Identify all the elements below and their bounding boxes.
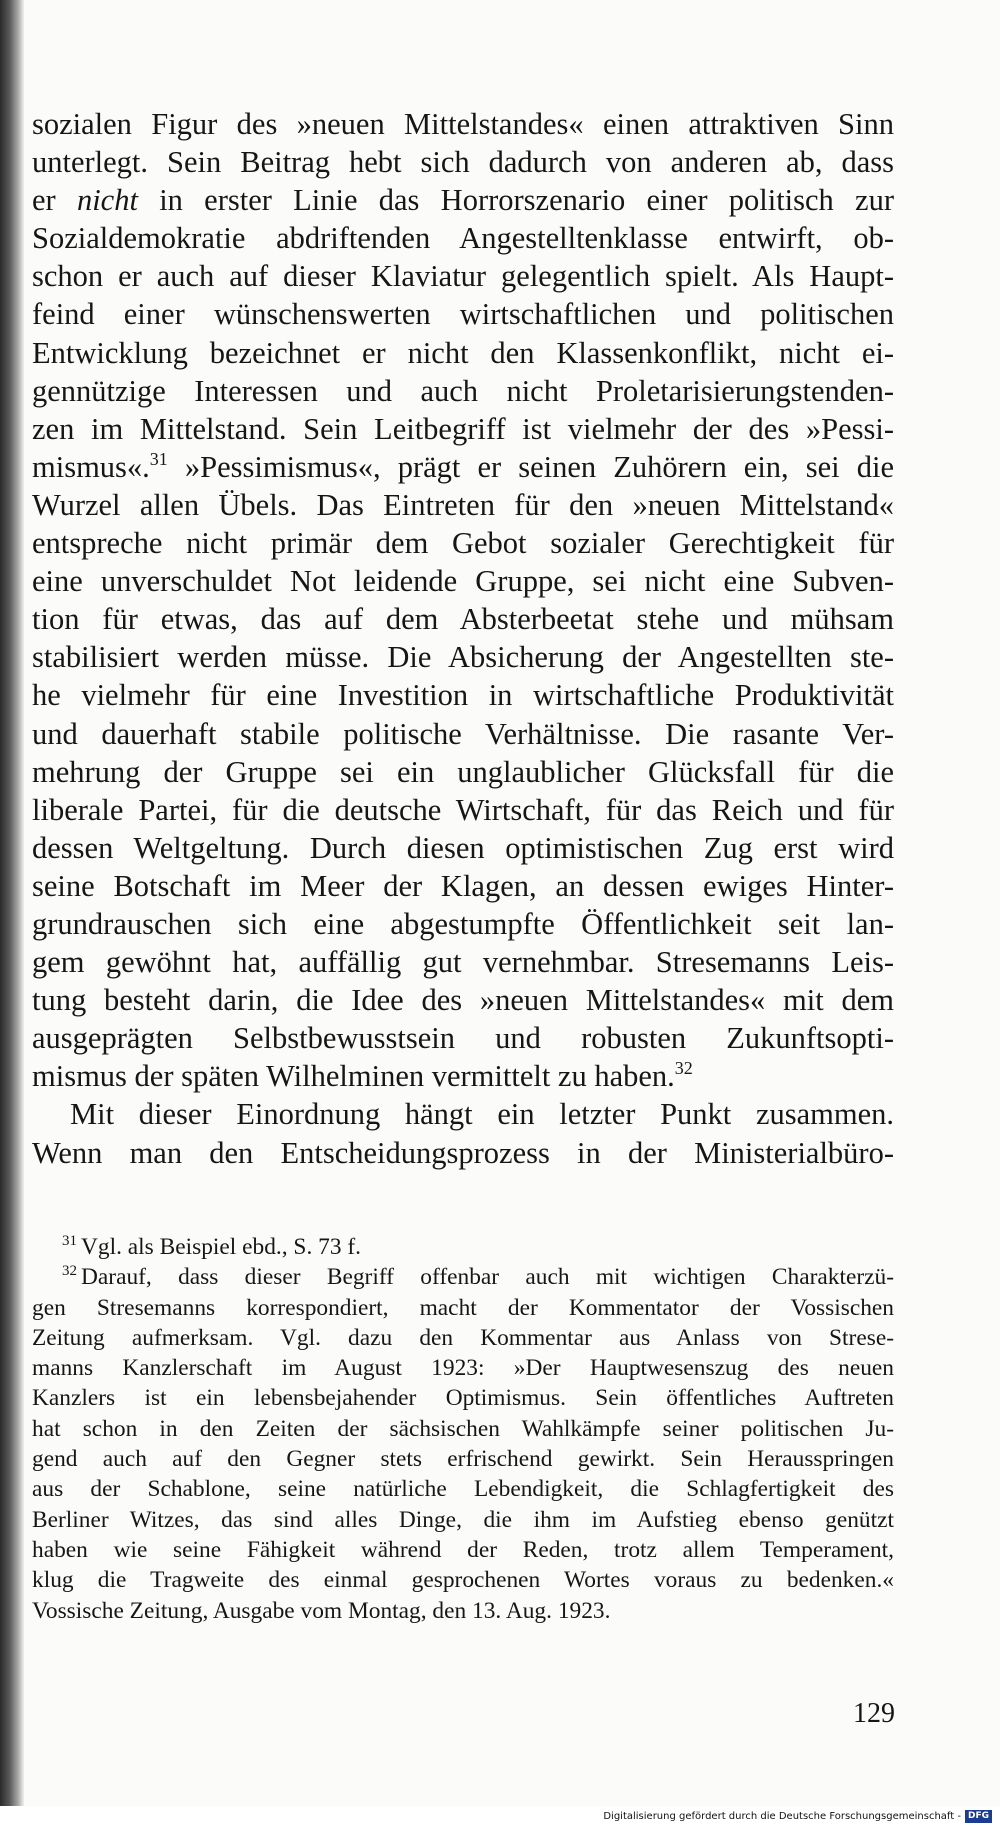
paragraph-1 [32, 105, 894, 1095]
text-fragment: mismus der späten Wilhelminen vermittelt zu haben. [32, 1059, 675, 1094]
footnote-line [32, 1262, 894, 1292]
text-fragment: »Pessimismus«, prägt er seinen Zuhörern ein, sei die [167, 449, 894, 484]
footnote-text: Vgl. als Beispiel ebd., S. 73 f. [81, 1234, 362, 1260]
footnote-line: manns Kanzlerschaft im August 1923: »Der Hauptwesenszug des neuen [32, 1355, 894, 1382]
footnote-ref-32[interactable]: 32 [674, 1058, 693, 1079]
paragraph-2 [32, 1095, 894, 1171]
text-line: dessen Weltgeltung. Durch diesen optimistischen Zug erst wird [32, 830, 894, 865]
text-line: Wenn man den Entscheidungsprozess in der Ministerialbüro- [32, 1135, 894, 1170]
text-line: schon er auch auf dieser Klaviatur gelegentlich spielt. Als Haupt- [32, 259, 894, 294]
dfg-footer [603, 1810, 992, 1823]
text-line: Entwicklung bezeichnet er nicht den Klassenkonflikt, nicht ei- [32, 335, 894, 370]
footnote-line: Kanzlers ist ein lebensbejahender Optimismus. Sein öffentliches Auftreten [32, 1385, 894, 1412]
text-line [32, 1057, 894, 1095]
dfg-logo-icon: DFG [965, 1810, 992, 1823]
text-line: Mit dieser Einordnung hängt ein letzter Punkt zusammen. [70, 1097, 894, 1132]
italic-word: nicht [76, 183, 138, 218]
footnote-line: hat schon in den Zeiten der sächsischen Wahlkämpfe seiner politischen Ju- [32, 1415, 894, 1442]
footnote-line: aus der Schablone, seine natürliche Lebendigkeit, die Schlagfertigkeit des [32, 1476, 894, 1503]
text-fragment: er [32, 183, 77, 218]
footnote-line: gen Stresemanns korrespondiert, macht der Kommentator der Vossischen [32, 1294, 894, 1321]
text-line: feind einer wünschenswerten wirtschaftlichen und politischen [32, 297, 894, 332]
footnote-text: Darauf, dass dieser Begriff offenbar auch mit wichtigen Charakterzü- [81, 1264, 894, 1291]
footnote-line: haben wie seine Fähigkeit während der Reden, trotz allem Temperament, [32, 1536, 894, 1563]
footnote-line: Zeitung aufmerksam. Vgl. dazu den Kommentar aus Anlass von Strese- [32, 1324, 894, 1351]
text-line: seine Botschaft im Meer der Klagen, an dessen ewiges Hinter- [32, 868, 894, 903]
text-line: eine unverschuldet Not leidende Gruppe, sei nicht eine Subven- [32, 564, 894, 599]
text-line: Sozialdemokratie abdriftenden Angestelltenklasse entwirft, ob- [32, 221, 894, 256]
dfg-footer-text: Digitalisierung gefördert durch die Deutsche Forschungsgemeinschaft - [603, 1811, 961, 1822]
text-line: he vielmehr für eine Investition in wirtschaftliche Produktivität [32, 678, 894, 713]
footnote-line: Vossische Zeitung, Ausgabe vom Montag, den 13. Aug. 1923. [32, 1597, 611, 1624]
text-line: ausgeprägten Selbstbewusstsein und robusten Zukunftsopti- [32, 1021, 894, 1056]
text-line: tung besteht darin, die Idee des »neuen Mittelstandes« mit dem [32, 983, 894, 1018]
text-line: liberale Partei, für die deutsche Wirtschaft, für das Reich und für [32, 792, 894, 827]
text-line [32, 448, 894, 486]
footnote-line: gend auch auf den Gegner stets erfrischend gewirkt. Sein Herausspringen [32, 1446, 894, 1473]
footnote-number: 31 [62, 1233, 77, 1249]
text-line: entspreche nicht primär dem Gebot sozialer Gerechtigkeit für [32, 526, 894, 561]
text-line: mehrung der Gruppe sei ein unglaublicher Glücksfall für die [32, 754, 894, 789]
footnote-31 [32, 1232, 894, 1262]
text-line: stabilisiert werden müsse. Die Absicherung der Angestellten ste- [32, 640, 894, 675]
book-spine-shadow [0, 0, 24, 1828]
page-number: 129 [853, 1698, 895, 1729]
text-line: gennützige Interessen und auch nicht Proletarisierungstenden- [32, 373, 894, 408]
footnote-ref-31[interactable]: 31 [149, 448, 168, 469]
main-text [32, 105, 894, 1172]
text-line: sozialen Figur des »neuen Mittelstandes« einen attraktiven Sinn [32, 107, 894, 141]
text-line: zen im Mittelstand. Sein Leitbegriff ist vielmehr der des »Pessi- [32, 411, 894, 446]
footnotes [32, 1232, 894, 1626]
text-line [32, 181, 894, 219]
text-fragment: mismus«. [32, 449, 150, 484]
text-line: unterlegt. Sein Beitrag hebt sich dadurch von anderen ab, dass [32, 145, 894, 180]
text-line: grundrauschen sich eine abgestumpfte Öffentlichkeit seit lan- [32, 906, 894, 941]
text-line: tion für etwas, das auf dem Absterbeetat stehe und mühsam [32, 602, 894, 637]
footnote-number: 32 [62, 1263, 77, 1280]
text-fragment: in erster Linie das Horrorszenario einer politisch zur [137, 183, 894, 218]
footnote-line: klug die Tragweite des einmal gesprochenen Wortes voraus zu bedenken.« [32, 1567, 894, 1594]
footnote-line [32, 1232, 894, 1262]
footnote-line: Berliner Witzes, das sind alles Dinge, die ihm im Aufstieg ebenso genützt [32, 1506, 894, 1533]
text-line: Wurzel allen Übels. Das Eintreten für den »neuen Mittelstand« [32, 487, 894, 522]
footnote-32 [32, 1262, 894, 1626]
text-line: gem gewöhnt hat, auffällig gut vernehmbar. Stresemanns Leis- [32, 945, 894, 980]
text-line: und dauerhaft stabile politische Verhältnisse. Die rasante Ver- [32, 716, 894, 751]
